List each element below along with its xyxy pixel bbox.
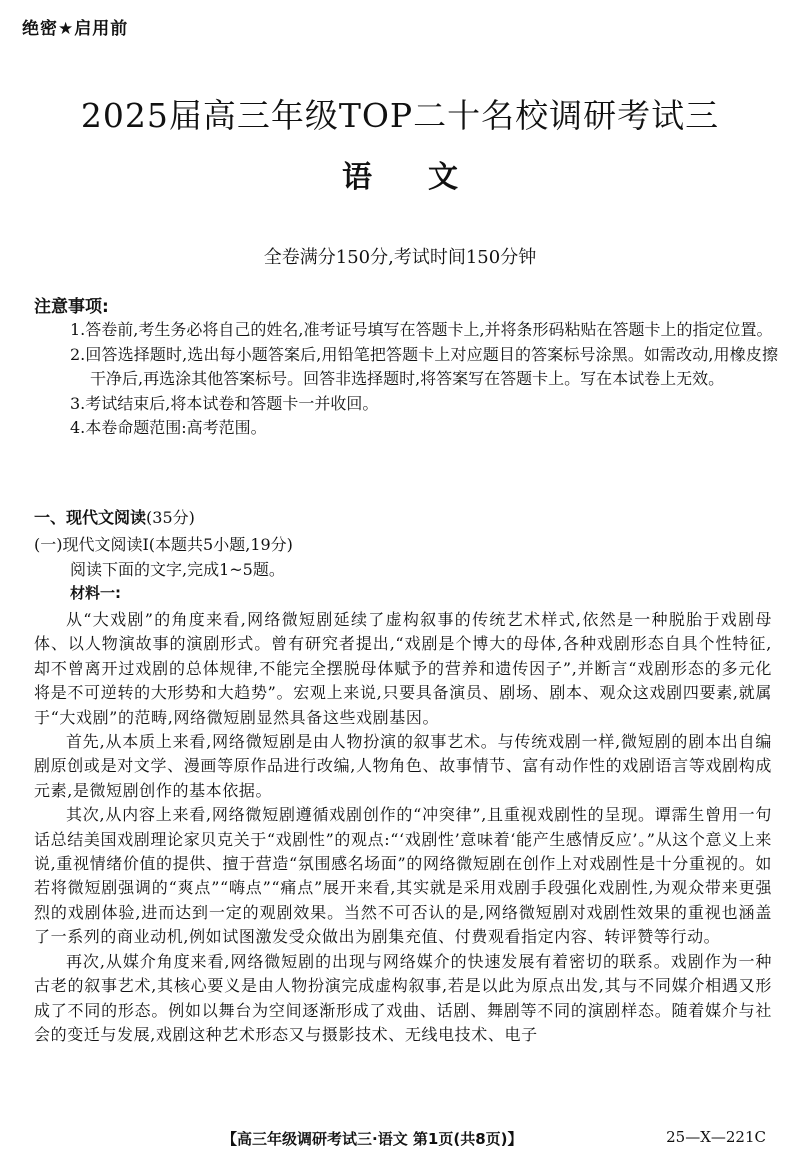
material-label: 材料一:: [70, 584, 121, 602]
score-time-line: 全卷满分150分,考试时间150分钟: [263, 247, 537, 268]
note-item: 3.考试结束后,将本试卷和答题卡一并收回。: [70, 393, 379, 413]
reading-instruction: 阅读下面的文字,完成1~5题。: [70, 560, 285, 579]
footer-exam-code: 25—X—221C: [666, 1128, 766, 1146]
passage-paragraph: 其次,从内容上来看,网络微短剧遵循戏剧创作的“冲突律”,且重视戏剧性的呈现。谭霈生曾用一句话总结美国戏剧理论家贝克关于“戏剧性”的观点:“‘戏剧性’意味着‘能产生感情反应’。”从这个意义上来说,重视情绪价值的提供、擅于营造“氛围感名场面”的网络微短剧在创作上对戏剧性是十分重视的。如若将微短剧强调的“爽点”“嗨点”“痛点”展开来看,其实就是采用戏剧手段强化戏剧性,为观众带来更强烈的戏剧体验,进而达到一定的观剧效果。当然不可否认的是,网络微短剧对戏剧性效果的重视也涵盖了一系列的商业动机,例如试图激发受众做出为剧集充值、付费观看指定内容、转评赞等行动。: [34, 805, 772, 947]
note-item: 1.答卷前,考生务必将自己的姓名,准考证号填写在答题卡上,并将条形码粘贴在答题卡上的指定位置。: [70, 320, 773, 339]
section-heading: [34, 505, 195, 528]
passage-paragraph: 首先,从本质上来看,网络微短剧是由人物扮演的叙事艺术。与传统戏剧一样,微短剧的剧本出自编剧原创或是对文学、漫画等原作品进行改编,人物角色、故事情节、富有动作性的戏剧语言等戏剧构成元素,是微短剧创作的基本依据。: [34, 732, 772, 800]
reading-passage: [34, 608, 772, 1047]
note-item: 2.回答选择题时,选出每小题答案后,用铅笔把答题卡上对应题目的答案标号涂黑。如需改动,用橡皮擦干净后,再选涂其他答案标号。回答非选择题时,将答案写在答题卡上。写在本试卷上无效。: [70, 344, 778, 388]
section-points: (35分): [146, 508, 195, 527]
confidential-mark: 绝密★启用前: [22, 19, 129, 39]
footer-page-label: 【高三年级调研考试三·语文 第1页(共8页)】: [222, 1130, 523, 1148]
subject-title: 语文: [342, 160, 514, 195]
passage-paragraph: 再次,从媒介角度来看,网络微短剧的出现与网络媒介的快速发展有着密切的联系。戏剧作为一种古老的叙事艺术,其核心要义是由人物扮演完成虚构叙事,若是以此为原点出发,其与不同媒介相遇又形成了不同的形态。例如以舞台为空间逐渐形成了戏曲、话剧、舞剧等不同的演剧样态。随着媒介与社会的变迁与发展,戏剧这种艺术形态又与摄影技术、无线电技术、电子: [34, 951, 772, 1044]
note-item: 4.本卷命题范围:高考范围。: [70, 418, 267, 437]
subsection-heading: (一)现代文阅读Ⅰ(本题共5小题,19分): [34, 535, 293, 554]
notes-list: [70, 318, 778, 441]
passage-paragraph: 从“大戏剧”的角度来看,网络微短剧延续了虚构叙事的传统艺术样式,依然是一种脱胎于戏剧母体、以人物演故事的演剧形式。曾有研究者提出,“戏剧是个博大的母体,各种戏剧形态自具个性特征,却不曾离开过戏剧的总体规律,不能完全摆脱母体赋予的营养和遗传因子”,并断言“戏剧形态的多元化将是不可逆转的大形势和大趋势”。宏观上来说,只要具备演员、剧场、剧本、观众这戏剧四要素,就属于“大戏剧”的范畴,网络微短剧显然具备这些戏剧基因。: [34, 610, 772, 727]
page-footer: [0, 1128, 800, 1152]
section-title: 一、现代文阅读: [34, 508, 147, 527]
exam-title: 2025届高三年级TOP二十名校调研考试三: [80, 96, 720, 135]
notes-heading: 注意事项:: [34, 297, 109, 317]
